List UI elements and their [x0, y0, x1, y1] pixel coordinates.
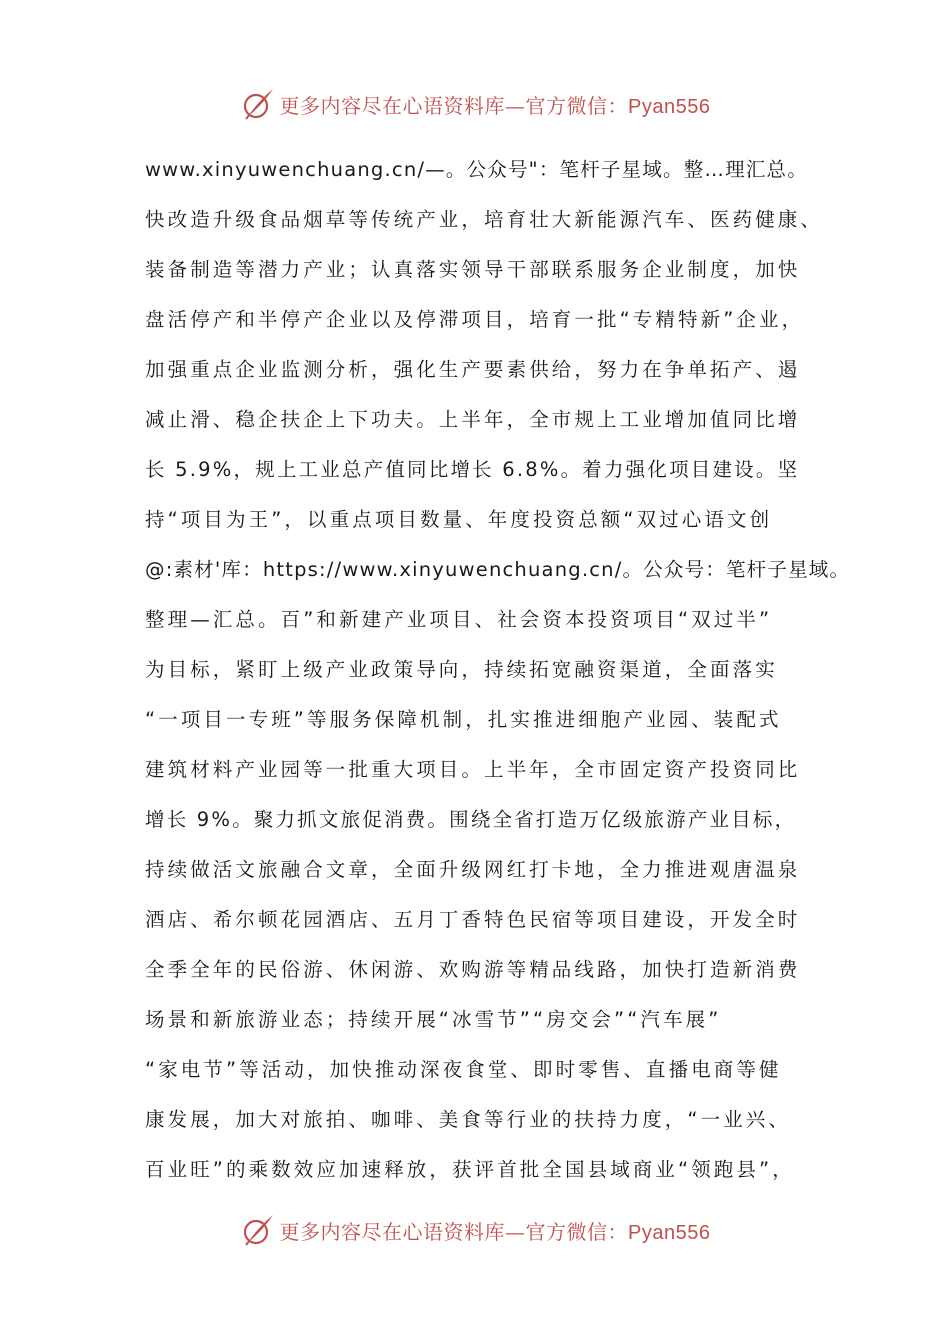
- body-line-7: 长 5.9%，规上工业总产值同比增长 6.8%。着力强化项目建设。坚: [145, 458, 800, 481]
- body-line-11: 为目标，紧盯上级产业政策导向，持续拓宽融资渠道，全面落实: [145, 658, 778, 681]
- header-wechat-label: 官方微信：: [525, 93, 629, 118]
- body-line-19: “家电节”等活动，加快推动深夜食堂、即时零售、直播电商等健: [145, 1058, 782, 1081]
- body-line-8: 持“项目为王”，以重点项目数量、年度投资总额“双过心语文创: [145, 508, 773, 531]
- body-line-14: 增长 9%。聚力抓文旅促消费。围绕全省打造万亿级旅游产业目标，: [145, 808, 797, 831]
- footer-separator: —: [505, 1219, 526, 1244]
- header-wechat-id: Pyan556: [628, 95, 711, 118]
- footer-wechat-id: Pyan556: [628, 1221, 711, 1244]
- footer-brand: 更多内容尽在心语资料库: [279, 1219, 506, 1244]
- body-line-6: 减止滑、稳企扶企上下功夫。上半年，全市规上工业增加值同比增: [145, 408, 801, 431]
- body-line-17: 全季全年的民俗游、休闲游、欢购游等精品线路，加快打造新消费: [145, 958, 801, 981]
- header-banner: [0, 84, 950, 124]
- header-brand: 更多内容尽在心语资料库: [279, 93, 506, 118]
- document-body: [145, 150, 851, 1200]
- header-text: [280, 90, 711, 119]
- body-line-3: 装备制造等潜力产业；认真落实领导干部联系服务企业制度，加快: [145, 258, 801, 281]
- body-line-5: 加强重点企业监测分析，强化生产要素供给，努力在争单拓产、遏: [145, 358, 801, 381]
- quill-logo-icon: [240, 1212, 276, 1248]
- body-line-18: 场景和新旅游业态；持续开展“冰雪节”“房交会”“汽车展”: [145, 1008, 722, 1031]
- body-line-21: 百业旺”的乘数效应加速释放，获评首批全国县域商业“领跑县”，: [145, 1158, 795, 1181]
- header-separator: —: [505, 93, 526, 118]
- body-line-20: 康发展，加大对旅拍、咖啡、美食等行业的扶持力度，“一业兴、: [145, 1108, 792, 1131]
- body-line-13: 建筑材料产业园等一批重大项目。上半年，全市固定资产投资同比: [145, 758, 801, 781]
- footer-wechat-label: 官方微信：: [525, 1219, 629, 1244]
- quill-logo-icon: [240, 86, 276, 122]
- body-line-1: www.xinyuwenchuang.cn/—。公众号"：笔杆子星域。整…理汇总。: [145, 158, 808, 181]
- body-line-9: @:素材'库：https://www.xinyuwenchuang.cn/。公众号：笔杆子星域。: [145, 558, 851, 581]
- body-line-15: 持续做活文旅融合文章，全面升级网红打卡地，全力推进观唐温泉: [145, 858, 801, 881]
- body-line-12: “一项目一专班”等服务保障机制，扎实推进细胞产业园、装配式: [145, 708, 782, 731]
- body-line-2: 快改造升级食品烟草等传统产业，培育壮大新能源汽车、医药健康、: [145, 208, 824, 231]
- body-line-4: 盘活停产和半停产企业以及停滞项目，培育一批“专精特新”企业，: [145, 308, 805, 331]
- footer-banner: [0, 1210, 950, 1250]
- footer-text: [280, 1216, 711, 1245]
- body-line-16: 酒店、希尔顿花园酒店、五月丁香特色民宿等项目建设，开发全时: [145, 908, 801, 931]
- body-line-10: 整理—汇总。百”和新建产业项目、社会资本投资项目“双过半”: [145, 608, 773, 631]
